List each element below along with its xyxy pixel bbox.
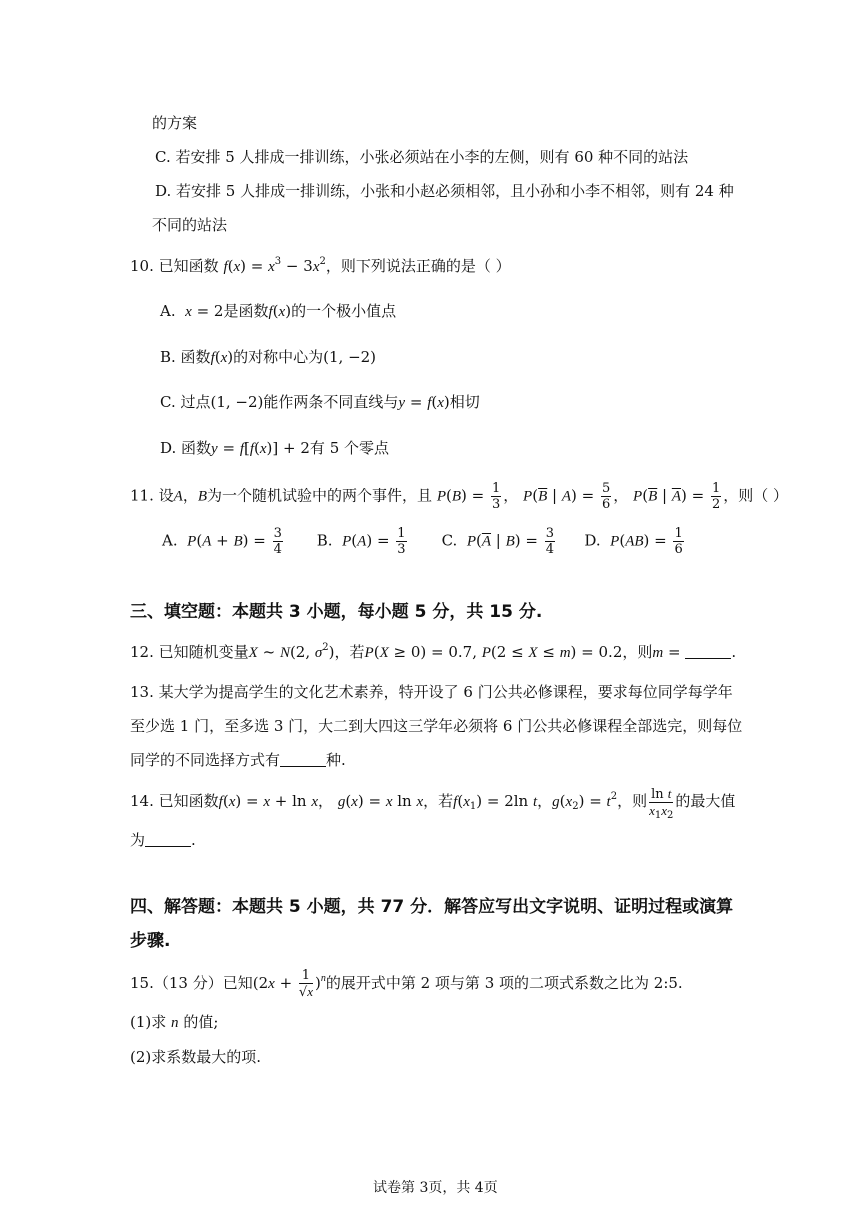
q14-line-2: 为 . bbox=[130, 831, 196, 849]
section-3-heading: 三、填空题：本题共 3 小题，每小题 5 分，共 15 分. bbox=[130, 602, 543, 622]
q11-stem: 11. 设A，B为一个随机试验中的两个事件，且 P(B) = $\frac{1}{3}$ ， $P(\overline{B}$ | A) = $\frac{5}{6}$ ， $P(\overline{B}$ | $\overline{A}$) = $\frac{1}{2}$ ，则（ ） bbox=[130, 481, 789, 512]
q11-options: A. P(A + B) = $\frac{3}{4}$ B. P(A) = $\frac{1}{3}$ C. $P(\overline{A}$ | B) = $\frac{3}{4}$ D. P(AB) = $\frac{1}{6}$ bbox=[162, 526, 683, 557]
page-footer: 试卷第 3页，共 4页 bbox=[373, 1180, 498, 1196]
q10-option-c: C. 过点(1, −2)能作两条不同直线与y = f(x)相切 bbox=[160, 393, 480, 411]
q13-line-2: 至少选 1 门，至多选 3 门，大二到大四这三学年必须将 6 门公共必修课程全部选完，则每位 bbox=[130, 717, 743, 735]
q13-line-1: 13. 某大学为提高学生的文化艺术素养，特开设了 6 门公共必修课程，要求每位同学每学年 bbox=[130, 683, 733, 701]
q9-option-c: C. 若安排 5 人排成一排训练，小张必须站在小李的左侧，则有 60 种不同的站法 bbox=[155, 148, 689, 166]
q15-part-2: (2)求系数最大的项. bbox=[130, 1048, 262, 1066]
q9-option-d: D. 若安排 5 人排成一排训练，小张和小赵必须相邻，且小孙和小李不相邻，则有 24 种 bbox=[155, 182, 734, 200]
q9-option-d-cont: 不同的站法 bbox=[152, 216, 228, 234]
q15-part-1: (1)求 n 的值; bbox=[130, 1013, 219, 1031]
q14-stem: 14. 已知函数f(x) = x + ln x， g(x) = x ln x，若$f(x_1) = 2\ln$ t，$g(x_2) = t^2$，则 $\frac{\text{ln t}}{x_1x_2}$ 的最大值 bbox=[130, 785, 736, 821]
q10-stem: 10. 已知函数 $f(x) = x^3 - 3x^2$，则下列说法正确的是（ ） bbox=[130, 256, 511, 275]
q10-option-a: A. x = 2是函数f(x)的一个极小值点 bbox=[160, 302, 397, 320]
q13-line-3: 同学的不同选择方式有 种. bbox=[130, 751, 346, 769]
q15-stem: 15.（13 分）已知(2x + $\frac{1}{√x}$ )$^n$的展开式中第 2 项与第 3 项的二项式系数之比为 2:5. bbox=[130, 968, 683, 1000]
q10-option-d: D. 函数y = f[f(x)] + 2有 5 个零点 bbox=[160, 439, 390, 457]
q10-option-b: B. 函数f(x)的对称中心为(1, −2) bbox=[160, 348, 377, 366]
section-4-heading-cont: 步骤. bbox=[130, 931, 171, 951]
q9-continuation: 的方案 bbox=[152, 114, 198, 132]
q12-stem: 12. 已知随机变量X ~ N(2, $\sigma^2$)，若P(X ≥ 0) = 0.7, P(2 ≤ X ≤ m) = 0.2，则m = . bbox=[130, 642, 737, 661]
section-4-heading: 四、解答题：本题共 5 小题，共 77 分．解答应写出文字说明、证明过程或演算 bbox=[130, 897, 734, 917]
